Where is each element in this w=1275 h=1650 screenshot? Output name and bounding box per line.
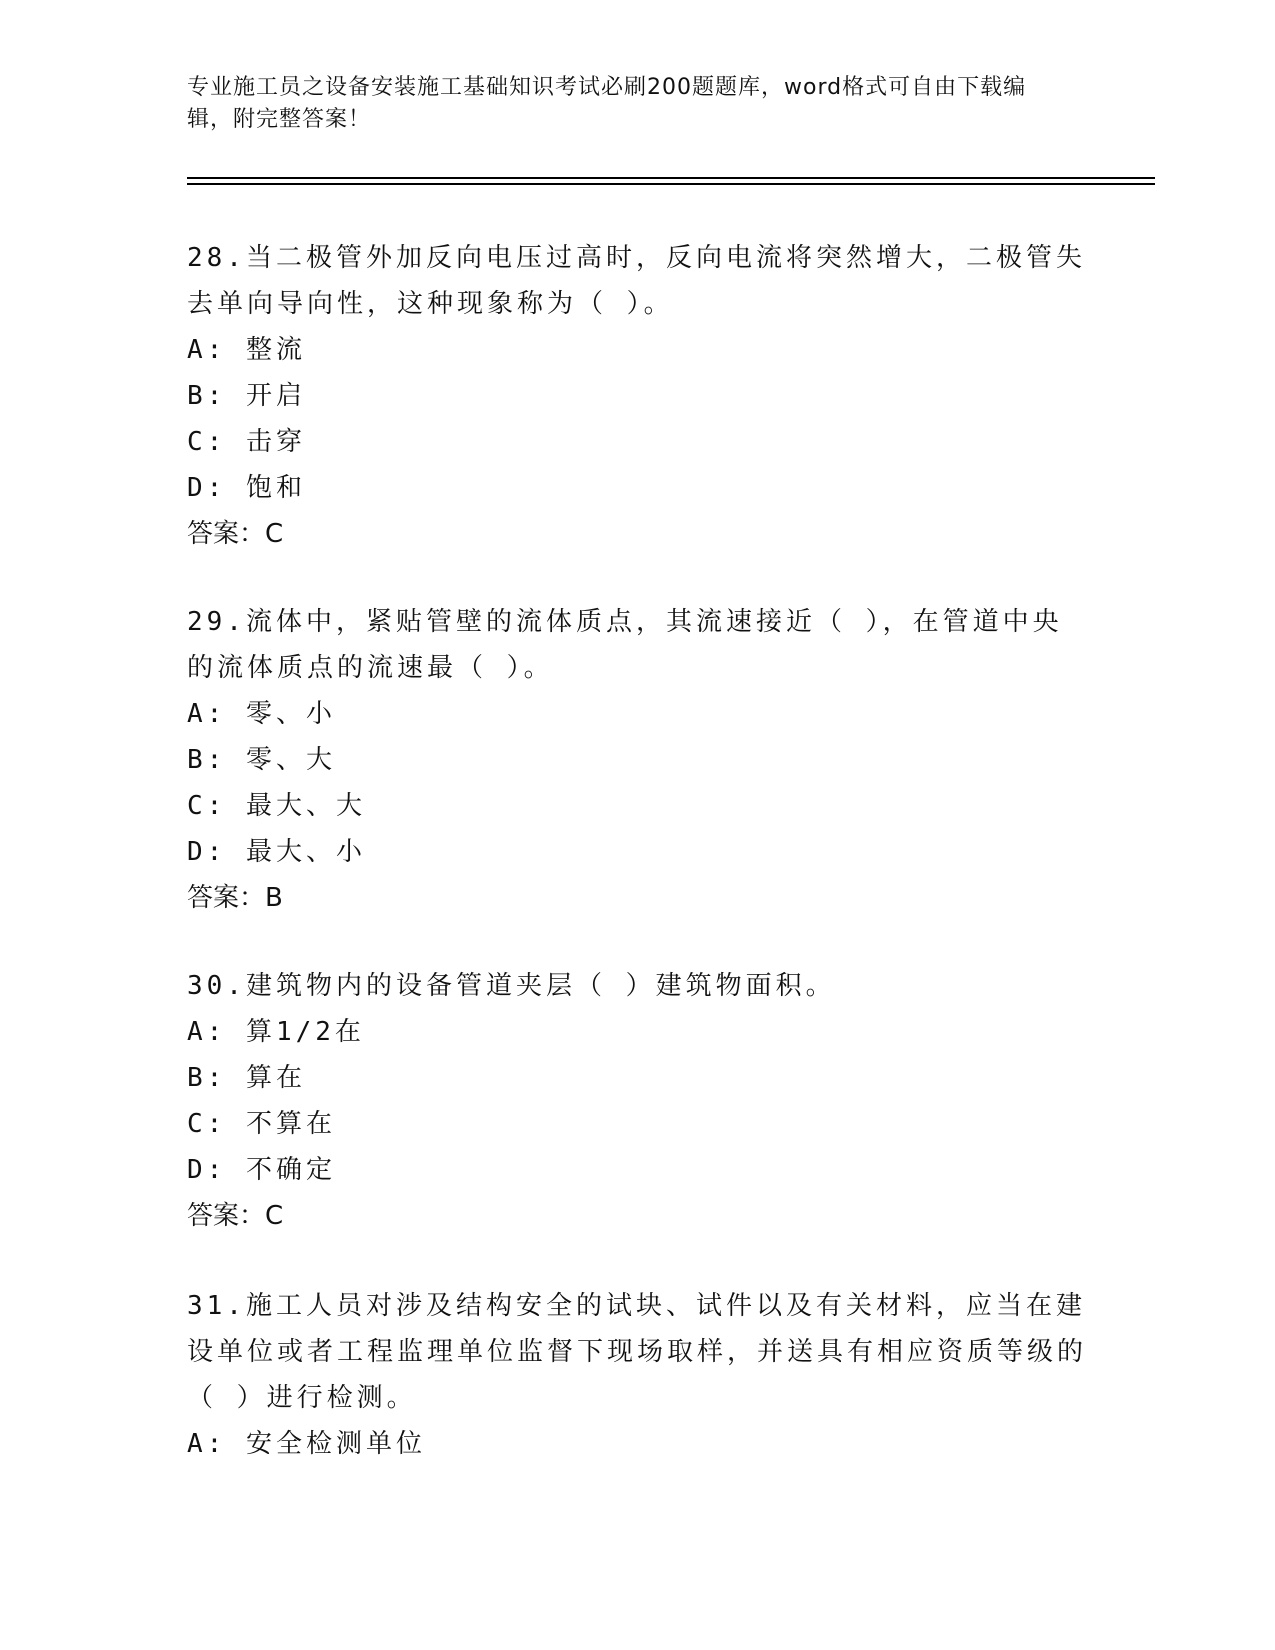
option-b: B: 开启	[187, 381, 306, 411]
header-divider-bottom	[187, 183, 1155, 185]
option-a: A: 安全检测单位	[187, 1429, 426, 1459]
option-d: D: 最大、小	[187, 837, 366, 867]
header-divider-top	[187, 177, 1155, 179]
question-text: 30.建筑物内的设备管道夹层（ ）建筑物面积。	[187, 971, 836, 1001]
option-b: B: 算在	[187, 1063, 306, 1093]
header-title: 专业施工员之设备安装施工基础知识考试必刷200题题库，word格式可自由下载编辑，附完整答案！	[187, 75, 1027, 132]
option-a: A: 整流	[187, 335, 306, 365]
question-29	[187, 599, 1087, 921]
answer: 答案：C	[187, 519, 284, 549]
answer: 答案：B	[187, 883, 283, 913]
question-30	[187, 963, 1087, 1239]
option-c: C: 击穿	[187, 427, 306, 457]
question-28	[187, 235, 1087, 557]
answer: 答案：C	[187, 1201, 284, 1231]
option-d: D: 饱和	[187, 473, 306, 503]
option-d: D: 不确定	[187, 1155, 336, 1185]
question-text: 31.施工人员对涉及结构安全的试块、试件以及有关材料，应当在建设单位或者工程监理单位监督下现场取样，并送具有相应资质等级的（ ）进行检测。	[187, 1291, 1088, 1413]
option-c: C: 不算在	[187, 1109, 336, 1139]
question-text: 29.流体中，紧贴管壁的流体质点，其流速接近（ ），在管道中央的流体质点的流速最（ ）。	[187, 607, 1063, 683]
option-a: A: 算1/2在	[187, 1017, 365, 1047]
option-b: B: 零、大	[187, 745, 336, 775]
document-header	[187, 72, 1067, 136]
option-c: C: 最大、大	[187, 791, 366, 821]
question-31	[187, 1283, 1087, 1467]
option-a: A: 零、小	[187, 699, 336, 729]
question-text: 28.当二极管外加反向电压过高时，反向电流将突然增大，二极管失去单向导向性，这种现象称为（ ）。	[187, 243, 1086, 319]
